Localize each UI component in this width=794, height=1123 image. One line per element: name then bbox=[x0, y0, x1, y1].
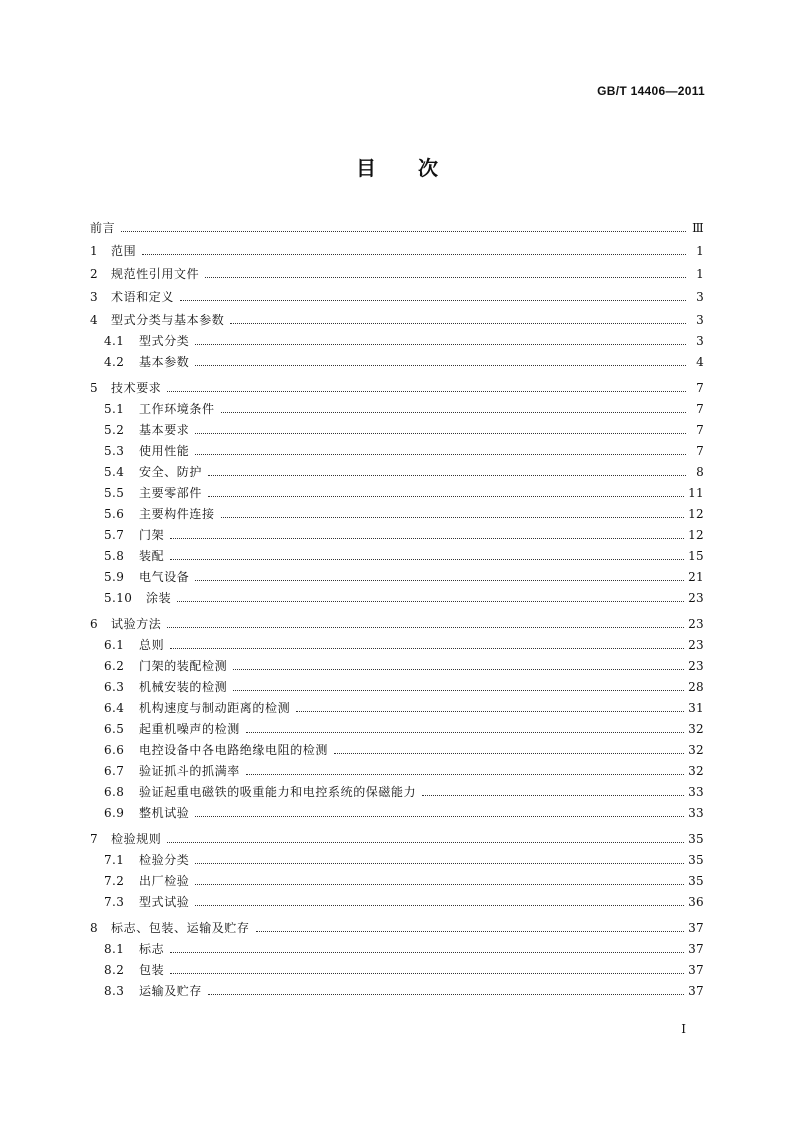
toc-dot-leader bbox=[205, 277, 686, 278]
toc-dot-leader bbox=[170, 538, 684, 539]
toc-dot-leader bbox=[170, 559, 684, 560]
toc-dot-leader bbox=[230, 323, 686, 324]
toc-dot-leader bbox=[180, 300, 686, 301]
toc-entry[interactable] bbox=[90, 778, 704, 799]
toc-entry-page: 32 bbox=[688, 764, 704, 778]
toc-entry-page: 7 bbox=[696, 402, 704, 416]
page-title bbox=[0, 152, 794, 181]
toc-entry-label: 试验方法 bbox=[111, 617, 162, 631]
toc-entry[interactable] bbox=[90, 563, 704, 584]
toc-entry-label: 型式试验 bbox=[139, 895, 190, 909]
toc-entry-label: 电控设备中各电路绝缘电阻的检测 bbox=[139, 743, 329, 757]
toc-entry[interactable] bbox=[90, 736, 704, 757]
toc-entry-number: 4.1 bbox=[104, 334, 125, 348]
toc-entry-page: 36 bbox=[688, 895, 704, 909]
toc-entry-page: Ⅲ bbox=[692, 221, 704, 235]
toc-entry-number: 8.1 bbox=[104, 942, 125, 956]
toc-entry-label: 型式分类与基本参数 bbox=[111, 313, 225, 327]
toc-entry-page: 23 bbox=[688, 659, 704, 673]
toc-dot-leader bbox=[121, 231, 686, 232]
toc-entry-page: 31 bbox=[688, 701, 704, 715]
toc-entry[interactable] bbox=[90, 977, 704, 998]
toc-entry-page: 7 bbox=[696, 444, 704, 458]
toc-entry-page: 33 bbox=[688, 806, 704, 820]
toc-entry-label: 安全、防护 bbox=[139, 465, 203, 479]
toc-entry-number: 5.2 bbox=[104, 423, 125, 437]
toc-entry-number: 7 bbox=[90, 832, 99, 846]
toc-entry[interactable] bbox=[90, 888, 704, 909]
toc-entry-label: 涂装 bbox=[146, 591, 172, 605]
toc-entry[interactable] bbox=[90, 235, 704, 258]
toc-dot-leader bbox=[195, 905, 684, 906]
toc-entry-number: 6.3 bbox=[104, 680, 125, 694]
toc-entry-page: 7 bbox=[696, 381, 704, 395]
toc-dot-leader bbox=[170, 973, 684, 974]
toc-entry[interactable] bbox=[90, 673, 704, 694]
toc-entry-label: 装配 bbox=[139, 549, 165, 563]
toc-entry-page: 1 bbox=[696, 244, 704, 258]
toc-entry-label: 标志、包装、运输及贮存 bbox=[111, 921, 250, 935]
toc-entry-page: 3 bbox=[696, 334, 704, 348]
toc-entry-number: 5.1 bbox=[104, 402, 125, 416]
toc-entry[interactable] bbox=[90, 867, 704, 888]
toc-entry-number: 7.2 bbox=[104, 874, 125, 888]
toc-entry[interactable] bbox=[90, 304, 704, 327]
toc-entry-label: 主要构件连接 bbox=[139, 507, 215, 521]
toc-entry-number: 5.7 bbox=[104, 528, 125, 542]
page-title-part2: 次 bbox=[418, 156, 438, 180]
toc-entry[interactable] bbox=[90, 458, 704, 479]
toc-entry[interactable] bbox=[90, 935, 704, 956]
toc-entry[interactable] bbox=[90, 757, 704, 778]
toc-entry[interactable] bbox=[90, 327, 704, 348]
toc-entry-label: 规范性引用文件 bbox=[111, 267, 200, 281]
toc-entry[interactable] bbox=[90, 631, 704, 652]
toc-entry-page: 33 bbox=[688, 785, 704, 799]
toc-entry-label: 门架 bbox=[139, 528, 165, 542]
toc-dot-leader bbox=[167, 842, 684, 843]
toc-dot-leader bbox=[208, 496, 684, 497]
toc-entry-label: 检验规则 bbox=[111, 832, 162, 846]
toc-entry[interactable] bbox=[90, 395, 704, 416]
toc-entry-label: 运输及贮存 bbox=[139, 984, 203, 998]
page-folio: I bbox=[681, 1022, 686, 1036]
page-title-part1: 目 bbox=[356, 156, 376, 180]
toc-entry-number: 7.3 bbox=[104, 895, 125, 909]
standard-code: GB/T 14406—2011 bbox=[597, 84, 705, 98]
toc-entry-page: 7 bbox=[696, 423, 704, 437]
toc-entry-number: 5.4 bbox=[104, 465, 125, 479]
toc-entry[interactable] bbox=[90, 799, 704, 820]
toc-entry[interactable] bbox=[90, 479, 704, 500]
toc-entry-label: 总则 bbox=[139, 638, 165, 652]
toc-entry-page: 23 bbox=[688, 617, 704, 631]
toc-entry-label: 门架的装配检测 bbox=[139, 659, 228, 673]
toc-dot-leader bbox=[233, 669, 684, 670]
toc-dot-leader bbox=[334, 753, 684, 754]
toc-entry-label: 工作环境条件 bbox=[139, 402, 215, 416]
toc-entry-label: 整机试验 bbox=[139, 806, 190, 820]
toc-dot-leader bbox=[170, 648, 684, 649]
toc-entry-number: 2 bbox=[90, 267, 99, 281]
toc-dot-leader bbox=[233, 690, 684, 691]
toc-entry-label: 基本要求 bbox=[139, 423, 190, 437]
toc-entry-label: 机构速度与制动距离的检测 bbox=[139, 701, 291, 715]
toc-entry-label: 电气设备 bbox=[139, 570, 190, 584]
toc-entry-label: 使用性能 bbox=[139, 444, 190, 458]
toc-dot-leader bbox=[195, 365, 686, 366]
toc-entry-number: 5.10 bbox=[104, 591, 133, 605]
toc-dot-leader bbox=[221, 517, 685, 518]
toc-entry-number: 5.9 bbox=[104, 570, 125, 584]
toc-entry[interactable] bbox=[90, 214, 704, 235]
toc-entry[interactable] bbox=[90, 820, 704, 846]
toc-entry-number: 6.8 bbox=[104, 785, 125, 799]
toc-entry-number: 8 bbox=[90, 921, 99, 935]
toc-entry-number: 6 bbox=[90, 617, 99, 631]
toc-entry[interactable] bbox=[90, 584, 704, 605]
toc-entry-number: 4 bbox=[90, 313, 99, 327]
toc-entry-number: 6.2 bbox=[104, 659, 125, 673]
toc-entry[interactable] bbox=[90, 437, 704, 458]
toc-dot-leader bbox=[422, 795, 684, 796]
toc-entry-label: 起重机噪声的检测 bbox=[139, 722, 240, 736]
toc-entry-number: 6.4 bbox=[104, 701, 125, 715]
toc-entry[interactable] bbox=[90, 694, 704, 715]
toc-entry[interactable] bbox=[90, 521, 704, 542]
toc-entry[interactable] bbox=[90, 281, 704, 304]
toc-entry-page: 28 bbox=[688, 680, 704, 694]
toc-entry[interactable] bbox=[90, 652, 704, 673]
toc-entry[interactable] bbox=[90, 258, 704, 281]
toc-entry-label: 术语和定义 bbox=[111, 290, 175, 304]
toc-entry-number: 8.3 bbox=[104, 984, 125, 998]
toc-entry-page: 32 bbox=[688, 743, 704, 757]
toc-entry-number: 5.5 bbox=[104, 486, 125, 500]
toc-entry-number: 1 bbox=[90, 244, 99, 258]
toc-entry-label: 检验分类 bbox=[139, 853, 190, 867]
toc-entry-page: 35 bbox=[688, 853, 704, 867]
toc-entry-number: 6.1 bbox=[104, 638, 125, 652]
toc-entry-label: 包装 bbox=[139, 963, 165, 977]
toc-dot-leader bbox=[195, 433, 686, 434]
toc-dot-leader bbox=[195, 344, 686, 345]
toc-entry-label: 验证抓斗的抓满率 bbox=[139, 764, 240, 778]
toc-entry-number: 6.9 bbox=[104, 806, 125, 820]
toc-entry-number: 7.1 bbox=[104, 853, 125, 867]
toc-dot-leader bbox=[195, 816, 684, 817]
toc-entry-label: 出厂检验 bbox=[139, 874, 190, 888]
toc-entry-page: 37 bbox=[688, 921, 704, 935]
toc-entry[interactable] bbox=[90, 500, 704, 521]
toc-dot-leader bbox=[296, 711, 684, 712]
toc-entry-label: 范围 bbox=[111, 244, 137, 258]
toc-entry-page: 37 bbox=[688, 984, 704, 998]
toc-entry[interactable] bbox=[90, 846, 704, 867]
toc-entry-page: 37 bbox=[688, 942, 704, 956]
toc-entry[interactable] bbox=[90, 956, 704, 977]
toc-entry-number: 4.2 bbox=[104, 355, 125, 369]
toc-entry[interactable] bbox=[90, 605, 704, 631]
toc-entry-label: 型式分类 bbox=[139, 334, 190, 348]
toc-dot-leader bbox=[167, 391, 686, 392]
toc-entry-page: 32 bbox=[688, 722, 704, 736]
toc-entry-label: 验证起重电磁铁的吸重能力和电控系统的保磁能力 bbox=[139, 785, 417, 799]
toc-entry-label: 技术要求 bbox=[111, 381, 162, 395]
toc-dot-leader bbox=[195, 884, 684, 885]
toc-dot-leader bbox=[221, 412, 686, 413]
toc-entry[interactable] bbox=[90, 369, 704, 395]
toc-dot-leader bbox=[167, 627, 684, 628]
toc-entry-page: 21 bbox=[688, 570, 704, 584]
toc-entry-page: 37 bbox=[688, 963, 704, 977]
toc-entry-label: 基本参数 bbox=[139, 355, 190, 369]
toc-dot-leader bbox=[170, 952, 684, 953]
toc-dot-leader bbox=[195, 863, 684, 864]
toc-entry[interactable] bbox=[90, 348, 704, 369]
toc-entry[interactable] bbox=[90, 909, 704, 935]
toc-entry[interactable] bbox=[90, 715, 704, 736]
toc-entry-page: 8 bbox=[696, 465, 704, 479]
toc-entry[interactable] bbox=[90, 542, 704, 563]
toc-entry-number: 5.3 bbox=[104, 444, 125, 458]
toc-entry-page: 3 bbox=[696, 313, 704, 327]
toc-entry-page: 12 bbox=[688, 507, 704, 521]
toc-dot-leader bbox=[195, 454, 686, 455]
toc-dot-leader bbox=[246, 774, 684, 775]
toc-entry-page: 23 bbox=[688, 638, 704, 652]
toc-entry-number: 6.6 bbox=[104, 743, 125, 757]
toc-dot-leader bbox=[142, 254, 686, 255]
toc-dot-leader bbox=[208, 994, 684, 995]
toc-entry-page: 15 bbox=[688, 549, 704, 563]
toc-entry-number: 5.6 bbox=[104, 507, 125, 521]
toc-entry[interactable] bbox=[90, 416, 704, 437]
toc-entry-page: 3 bbox=[696, 290, 704, 304]
toc-entry-number: 8.2 bbox=[104, 963, 125, 977]
toc-entry-label: 前言 bbox=[90, 221, 116, 235]
toc-entry-label: 机械安装的检测 bbox=[139, 680, 228, 694]
toc-dot-leader bbox=[195, 580, 684, 581]
toc-entry-number: 5.8 bbox=[104, 549, 125, 563]
toc-entry-label: 主要零部件 bbox=[139, 486, 203, 500]
table-of-contents bbox=[90, 214, 704, 998]
toc-entry-page: 12 bbox=[688, 528, 704, 542]
toc-entry-number: 6.5 bbox=[104, 722, 125, 736]
toc-entry-page: 35 bbox=[688, 832, 704, 846]
toc-entry-page: 35 bbox=[688, 874, 704, 888]
toc-entry-number: 6.7 bbox=[104, 764, 125, 778]
toc-entry-page: 1 bbox=[696, 267, 704, 281]
toc-dot-leader bbox=[208, 475, 686, 476]
toc-dot-leader bbox=[246, 732, 684, 733]
toc-entry-page: 4 bbox=[696, 355, 704, 369]
toc-entry-label: 标志 bbox=[139, 942, 165, 956]
toc-entry-page: 23 bbox=[688, 591, 704, 605]
toc-dot-leader bbox=[177, 601, 684, 602]
toc-entry-number: 5 bbox=[90, 381, 99, 395]
toc-entry-page: 11 bbox=[688, 486, 704, 500]
toc-entry-number: 3 bbox=[90, 290, 99, 304]
toc-dot-leader bbox=[256, 931, 685, 932]
